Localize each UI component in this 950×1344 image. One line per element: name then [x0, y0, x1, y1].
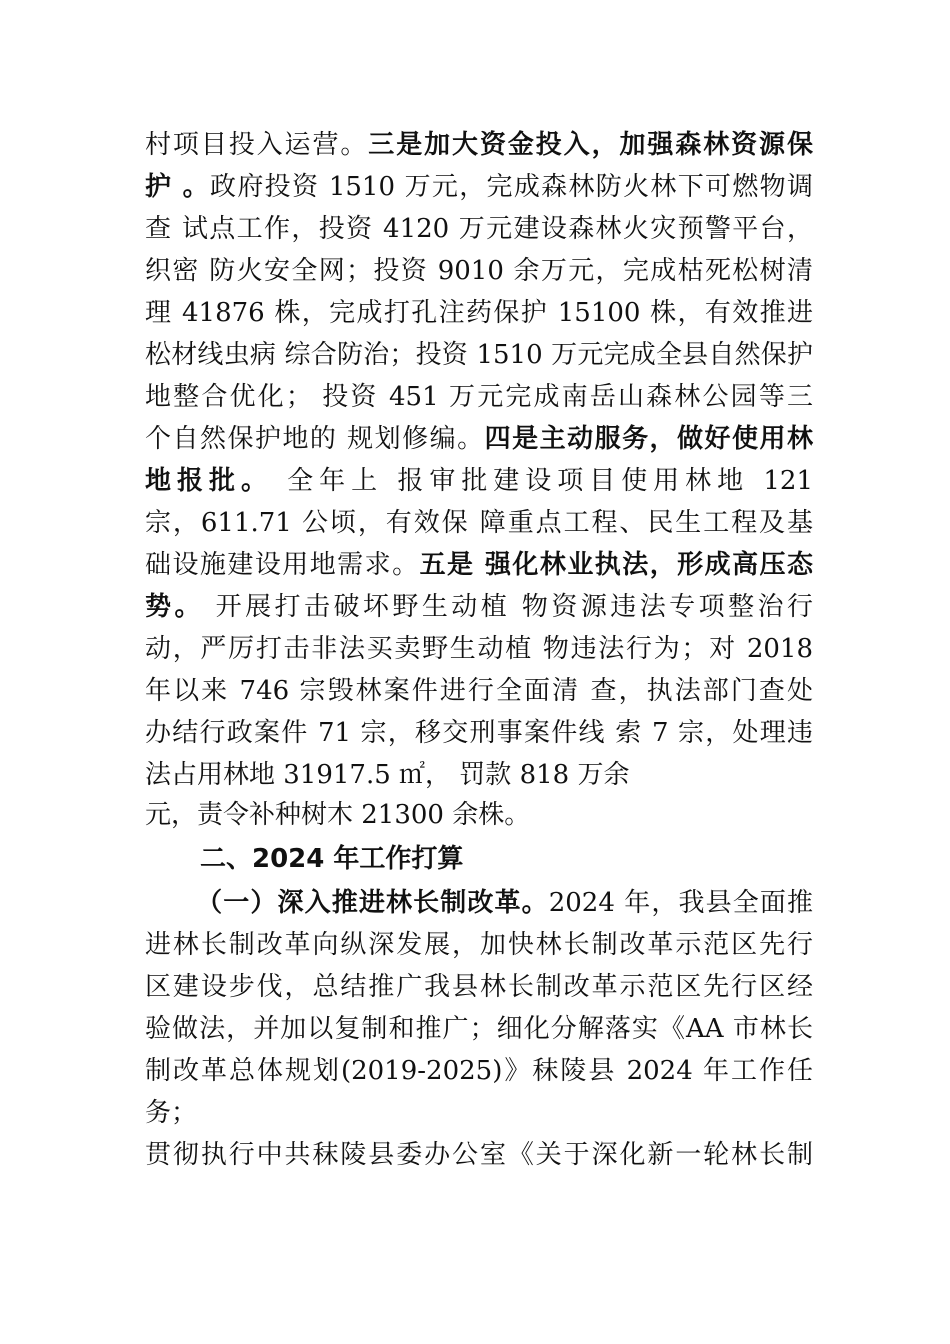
text-line: 验做法，并加以复制和推广；细化分解落实《AA 市林长 — [145, 1014, 813, 1044]
text-line: 法占用林地 31917.5 ㎡， 罚款 818 万余 — [145, 760, 630, 790]
text-run: 础设施建设用地需求。 — [145, 550, 420, 580]
text-line — [145, 548, 813, 582]
text-line: 宗，611.71 公顷，有效保 障重点工程、民生工程及基 — [145, 508, 813, 538]
bold-run: 三是加大资金投入，加强森林资源保 — [368, 130, 813, 160]
bold-run: 地报批。 — [145, 466, 273, 496]
text-line — [145, 886, 813, 920]
text-run: 2024 年，我县全面推 — [548, 888, 813, 918]
text-line: 动，严厉打击非法买卖野生动植 物违法行为；对 2018 — [145, 634, 813, 664]
text-line: 理 41876 株，完成打孔注药保护 15100 株，有效推进 — [145, 298, 813, 328]
text-line: 织密 防火安全网；投资 9010 余万元，完成枯死松树清 — [145, 256, 813, 286]
text-line: 松材线虫病 综合防治；投资 1510 万元完成全县自然保护 — [145, 340, 813, 370]
bold-run: 四是主动服务，做好使用林 — [484, 424, 813, 454]
bold-run: （一）深入推进林长制改革。 — [195, 888, 549, 918]
text-run: 政府投资 1510 万元，完成森林防火林下可燃物调 — [210, 172, 813, 202]
text-line: 年以来 746 宗毁林案件进行全面清 查，执法部门查处 — [145, 676, 813, 706]
bold-run: 护 。 — [145, 172, 210, 202]
bold-run: 势。 — [145, 592, 204, 622]
text-run: 个自然保护地的 规划修编。 — [145, 424, 485, 454]
text-line: 查 试点工作，投资 4120 万元建设森林火灾预警平台， — [145, 214, 813, 244]
text-line — [145, 128, 813, 162]
text-line: 地整合优化； 投资 451 万元完成南岳山森林公园等三 — [145, 382, 813, 412]
text-line: 进林长制改革向纵深发展，加快林长制改革示范区先行 — [145, 930, 813, 960]
section-heading: 二、2024 年工作打算 — [200, 844, 464, 874]
text-run: 村项目投入运营。 — [145, 130, 369, 160]
text-line — [145, 170, 813, 204]
text-line — [145, 590, 813, 624]
text-line — [145, 422, 813, 456]
text-line: 区建设步伐，总结推广我县林长制改革示范区先行区经 — [145, 972, 813, 1002]
text-line: 制改革总体规划(2019-2025)》秣陵县 2024 年工作任 — [145, 1056, 813, 1086]
text-line — [145, 464, 813, 498]
bold-run: 五是 强化林业执法，形成高压态 — [419, 550, 813, 580]
text-line: 贯彻执行中共秣陵县委办公室《关于深化新一轮林长制 — [145, 1140, 813, 1170]
text-run: 开展打击破坏野生动植 物资源违法专项整治行 — [203, 592, 813, 622]
text-line: 办结行政案件 71 宗，移交刑事案件线 索 7 宗，处理违 — [145, 718, 813, 748]
text-line: 务； — [145, 1098, 198, 1128]
text-run: 全年上 报审批建设项目使用林地 121 — [272, 466, 813, 496]
text-line: 元，责令补种树木 21300 余株。 — [145, 800, 531, 830]
